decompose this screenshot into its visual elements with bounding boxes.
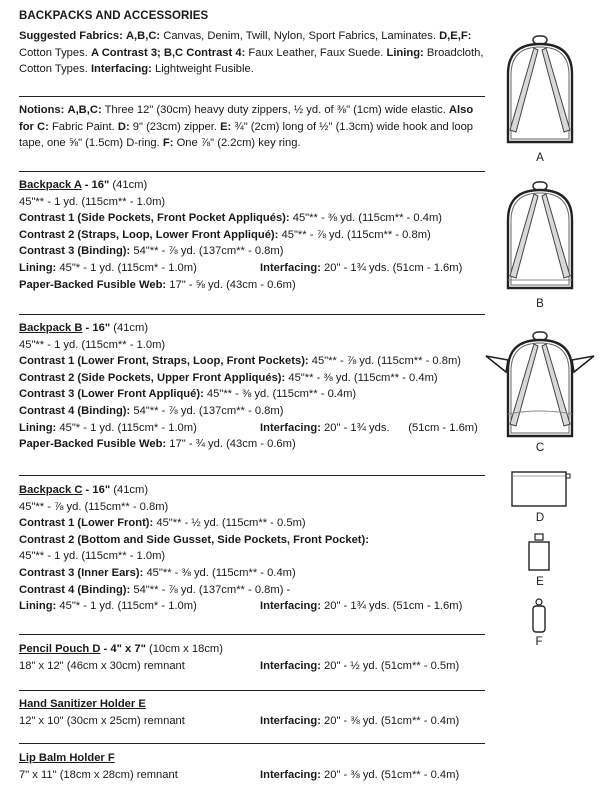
section-heading: Backpack A <box>19 179 82 191</box>
suggested-fabrics: Suggested Fabrics: A,B,C: Canvas, Denim, Twill, Nylon, Sport Fabrics, Laminates. D,E,F: Cotton Types. A Contrast 3; B,C Contrast 4: Faux Leather, Faux Suede. Lining: Broadcloth, Cotton Types. Interfacing: Lightweight Fusible. <box>19 30 484 76</box>
figure-label-e: E <box>536 576 544 588</box>
sanitizer-holder-e-section: Hand Sanitizer Holder E 12" x 10" (30cm x 25cm) remnant Interfacing: 20" - ⅜ yd. (51cm** - 0.4m) <box>19 698 460 727</box>
figure-label-d: D <box>535 512 545 524</box>
lipbalm-holder-f-section: Lip Balm Holder F 7" x 11" (18cm x 28cm) remnant Interfacing: 20" - ⅜ yd. (51cm** - 0.4m) <box>19 752 460 781</box>
divider <box>19 171 485 172</box>
divider <box>19 743 485 744</box>
backpack-a-illustration <box>500 34 580 146</box>
divider <box>19 96 485 97</box>
figure-label-b: B <box>536 298 544 310</box>
divider <box>19 475 485 476</box>
divider <box>19 690 485 691</box>
figure-label-a: A <box>536 152 544 164</box>
pencil-pouch-d-illustration <box>510 466 572 510</box>
backpack-b-section: Backpack B - 16" (41cm) 45"** - 1 yd. (115cm** - 1.0m) Contrast 1 (Lower Front, Straps, Loop, Front Pockets): 45"** - ⅞ yd. (115cm** - 0.8m) Contrast 2 (Side Pockets, Upper Front Appliqués): 45"** - ⅜ yd. (115cm** - 0.4m) Contrast 3 (Lower Front Appliqué): 45"** - ⅜ yd. (115cm** - 0.4m) Contrast 4 (Binding): 54"** - ⅞ yd. (137cm** - 0.8m) Lining: 45"* - 1 yd. (115cm* - 1.0m) Interfacing: 20" - 1¾ yds. (51cm - 1.6m) Paper-Backed Fusible Web: 17" - ¾ yd. (43cm - 0.6m) <box>19 322 478 451</box>
section-heading: Lip Balm Holder F <box>19 752 115 764</box>
figure-label-c: C <box>535 442 545 454</box>
backpack-c-illustration <box>484 328 596 440</box>
backpack-c-section: Backpack C - 16" (41cm) 45"** - ⅞ yd. (115cm** - 0.8m) Contrast 1 (Lower Front): 45"** - ½ yd. (115cm** - 0.5m) Contrast 2 (Bottom and Side Gusset, Side Pockets, Front Pocket): 45"** - 1 yd. (115cm** - 1.0m) Contrast 3 (Inner Ears): 45"** - ⅜ yd. (115cm** - 0.4m) Contrast 4 (Binding): 54"** - ⅞ yd. (137cm** - 0.8m) - Lining: 45"* - 1 yd. (115cm* - 1.0m) Interfacing: 20" - 1¾ yds. (51cm - 1.6m) <box>19 484 463 613</box>
divider <box>19 634 485 635</box>
figure-label-f: F <box>535 636 543 648</box>
section-heading: Hand Sanitizer Holder E <box>19 698 146 710</box>
lipbalm-holder-f-illustration <box>528 598 550 634</box>
section-heading: Backpack C <box>19 484 83 496</box>
page-title: BACKPACKS AND ACCESSORIES <box>19 10 209 22</box>
notions: Notions: A,B,C: Three 12" (30cm) heavy duty zippers, ½ yd. of ⅜" (1cm) wide elastic. Also for C: Fabric Paint. D: 9" (23cm) zipper. E: ¾" (2cm) long of ½" (1.3cm) wide hook and loop tape, one ⅝" (1.5cm) D-ring. F: One ⅞" (2.2cm) key ring. <box>19 104 474 150</box>
pencil-pouch-d-section: Pencil Pouch D - 4" x 7" (10cm x 18cm) 18" x 12" (46cm x 30cm) remnant Interfacing: 20" - ½ yd. (51cm** - 0.5m) <box>19 643 460 672</box>
backpack-b-illustration <box>500 180 580 292</box>
section-heading: Pencil Pouch D <box>19 643 101 655</box>
backpack-a-section: Backpack A - 16" (41cm) 45"** - 1 yd. (115cm** - 1.0m) Contrast 1 (Side Pockets, Front Pocket Appliqués): 45"** - ⅜ yd. (115cm** - 0.4m) Contrast 2 (Straps, Loop, Lower Front Appliqué): 45"** - ⅞ yd. (115cm** - 0.8m) Contrast 3 (Binding): 54"** - ⅞ yd. (137cm** - 0.8m) Lining: 45"* - 1 yd. (115cm* - 1.0m) Interfacing: 20" - 1¾ yds. (51cm - 1.6m) Paper-Backed Fusible Web: 17" - ⅝ yd. (43cm - 0.6m) <box>19 179 463 291</box>
divider <box>19 314 485 315</box>
section-heading: Backpack B <box>19 322 83 334</box>
sanitizer-holder-e-illustration <box>524 532 554 572</box>
